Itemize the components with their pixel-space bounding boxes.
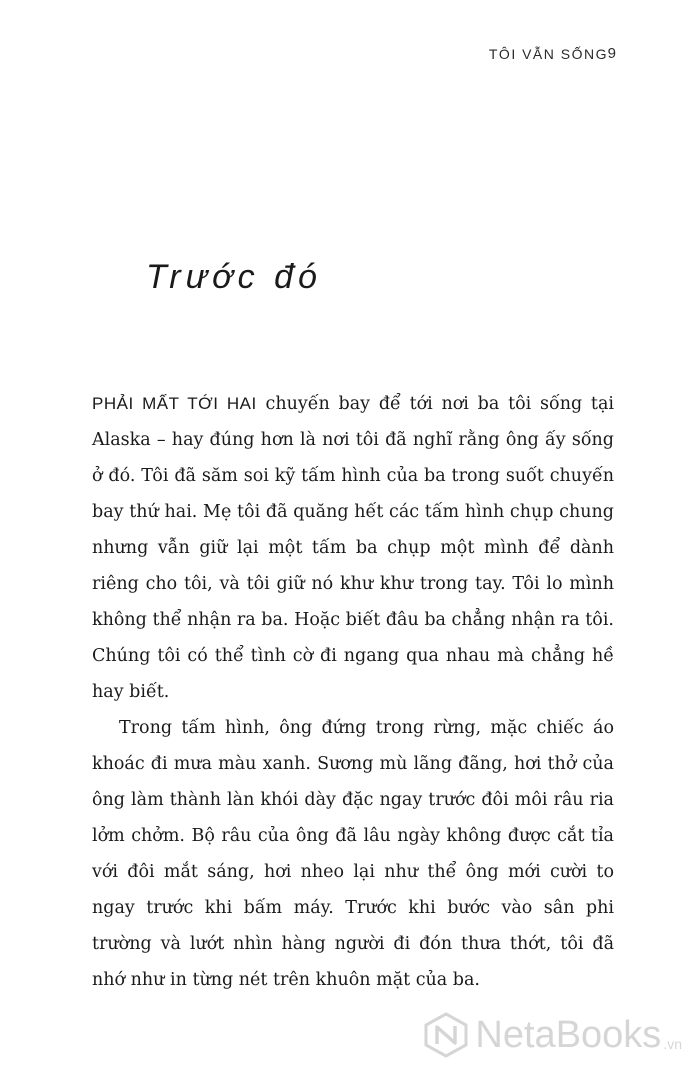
paragraph-1-lead-in: PHẢI MẤT TỚI HAI (92, 394, 257, 413)
running-head-title: TÔI VẪN SỐNG (488, 46, 608, 62)
chapter-title: Trước đó (146, 258, 322, 296)
watermark-brand: NetaBooks (475, 1013, 662, 1056)
netabooks-logo-icon (423, 1012, 469, 1058)
body-text (92, 386, 614, 998)
paragraph-2: Trong tấm hình, ông đứng trong rừng, mặc chiếc áo khoác đi mưa màu xanh. Sương mù lãng đãng, hơi thở của ông làm thành làn khói dày đặc ngay trước đôi môi râu ria lởm chởm. Bộ râu của ông đã lâu ngày không được cắt tỉa với đôi mắt sáng, hơi nheo lại như thể ông mới cười to ngay trước khi bấm máy. Trước khi bước vào sân phi trường và lướt nhìn hàng người đi đón thưa thớt, tôi đã nhớ như in từng nét trên khuôn mặt của ba. (92, 718, 614, 990)
watermark (423, 1012, 682, 1058)
watermark-suffix: .vn (663, 1036, 682, 1052)
paragraph-1 (92, 386, 614, 710)
paragraph-1-text: chuyến bay để tới nơi ba tôi sống tại Alaska – hay đúng hơn là nơi tôi đã nghĩ rằng ông ấy sống ở đó. Tôi đã săm soi kỹ tấm hình của ba trong suốt chuyến bay thứ hai. Mẹ tôi đã quăng hết các tấm hình chụp chung nhưng vẫn giữ lại một tấm ba chụp một mình để dành riêng cho tôi, và tôi giữ nó khư khư trong tay. Tôi lo mình không thể nhận ra ba. Hoặc biết đâu ba chẳng nhận ra tôi. Chúng tôi có thể tình cờ đi ngang qua nhau mà chẳng hề hay biết. (92, 394, 614, 702)
page-number: 9 (607, 45, 616, 62)
